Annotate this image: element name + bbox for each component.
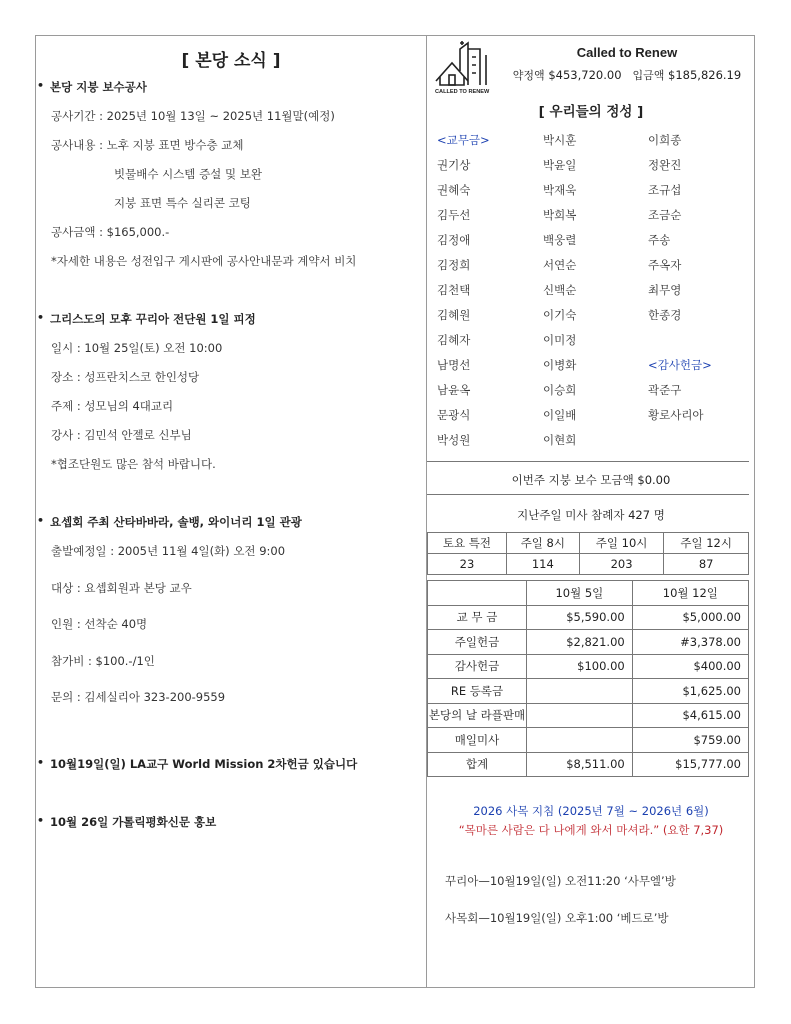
offering-amount-oct12: $4,615.00 (632, 703, 748, 728)
donor-name: 김천택 (437, 283, 471, 297)
offering-label: 매일미사 (428, 728, 527, 753)
roof-content: 공사내용 : 노후 지붕 표면 방수층 교체 (51, 138, 244, 152)
donor-name: 조규섭 (648, 183, 682, 197)
roof-content-2: 빗물배수 시스템 증설 및 보완 (114, 167, 262, 181)
offering-table (427, 580, 749, 777)
bullet-newspaper: • 10월 26일 가톨릭평화신문 홍보 (38, 814, 216, 830)
retreat-speaker: 강사 : 김민석 안젤로 신부님 (51, 428, 192, 442)
offering-label: 감사헌금 (428, 654, 527, 679)
bullet-curia-retreat: • 그리스도의 모후 꾸리아 전단원 1일 피정 (38, 311, 256, 327)
offering-amount-oct12: $5,000.00 (632, 605, 748, 630)
roof-cost: 공사금액 : $165,000.- (51, 225, 170, 239)
attendance-value-row (428, 554, 749, 575)
donor-name: 서연순 (543, 258, 577, 272)
parish-news-title: [ 본당 소식 ] (181, 51, 281, 71)
pledge-value: $453,720.00 (548, 68, 622, 82)
attendance-header: 주일 12시 (664, 533, 749, 554)
donor-name: 김혜자 (437, 333, 471, 347)
donor-name: 이현희 (543, 433, 577, 447)
donor-name: 한종경 (648, 308, 682, 322)
offering-amount-oct5: $5,590.00 (527, 605, 633, 630)
offering-row (428, 703, 749, 728)
attendance-value: 23 (428, 554, 507, 575)
offering-header (428, 581, 527, 606)
meeting-note-curia: 꾸리아—10월19일(일) 오전11:20 ‘사무엘’방 (445, 874, 676, 888)
offering-amount-oct12: #3,378.00 (632, 630, 748, 655)
offering-amount-oct5 (527, 679, 633, 704)
offering-row (428, 752, 749, 777)
donor-name: 김정희 (437, 258, 471, 272)
donor-name: 곽준구 (648, 383, 682, 397)
pastoral-guideline-quote: “목마른 사람은 다 나에게 와서 마셔라.” (요한 7,37) (458, 823, 724, 837)
donor-name: 정완진 (648, 158, 682, 172)
attendance-header: 토요 특전 (428, 533, 507, 554)
donor-name: 권기상 (437, 158, 471, 172)
donation-category-label: <교무금> (437, 133, 490, 147)
donor-name: 주송 (648, 233, 671, 247)
roof-note: *자세한 내용은 성전입구 게시판에 공사안내문과 계약서 비치 (51, 254, 357, 268)
tour-depart: 출발예정일 : 2005년 11월 4일(화) 오전 9:00 (51, 544, 286, 558)
offering-amount-oct12: $1,625.00 (632, 679, 748, 704)
logo-text: CALLED TO RENEW (435, 89, 490, 95)
tour-target: 대상 : 요셉회원과 본당 교우 (51, 581, 192, 595)
donation-category-label: <감사헌금> (648, 358, 712, 372)
offering-label: RE 등록금 (428, 679, 527, 704)
church-logo-icon (434, 41, 494, 95)
donor-name: 이병화 (543, 358, 577, 372)
offering-amount-oct5 (527, 703, 633, 728)
offering-label: 주일헌금 (428, 630, 527, 655)
donor-name: 주옥자 (648, 258, 682, 272)
donations-title: [ 우리들의 정성 ] (538, 104, 644, 120)
attendance-header-row (428, 533, 749, 554)
bullet-roof-repair: • 본당 지붕 보수공사 (38, 79, 147, 95)
attendance-table (427, 532, 749, 575)
pledge-label: 약정액 (512, 69, 545, 82)
attendance-total: 지난주일 미사 참례자 427 명 (517, 508, 665, 522)
deposit-label: 입금액 (632, 69, 665, 82)
donor-name: 박윤일 (543, 158, 577, 172)
attendance-header: 주일 8시 (506, 533, 579, 554)
attendance-value: 87 (664, 554, 749, 575)
bullet-joseph-tour: • 요셉회 주최 산타바바라, 솔뱅, 와이너리 1일 관광 (38, 514, 302, 530)
bullet-world-mission: • 10월19일(일) LA교구 World Mission 2차헌금 있습니다 (38, 756, 357, 772)
donor-name: 백웅렬 (543, 233, 577, 247)
meeting-note-council: 사목회—10월19일(일) 오후1:00 ‘베드로’방 (445, 911, 669, 925)
tour-fee: 참가비 : $100.-/1인 (51, 654, 155, 668)
offering-header: 10월 5일 (527, 581, 633, 606)
separator-line (427, 494, 749, 495)
donor-name: 황로사리아 (648, 408, 704, 422)
offering-label: 본당의 날 라플판매 (428, 703, 527, 728)
retreat-topic: 주제 : 성모님의 4대교리 (51, 399, 174, 413)
offering-row (428, 654, 749, 679)
donor-name: 김혜원 (437, 308, 471, 322)
donor-name: 이일배 (543, 408, 577, 422)
separator-line (427, 461, 749, 462)
donor-name: 박희복 (543, 208, 577, 222)
campaign-title: Called to Renew (576, 45, 678, 60)
deposit-value: $185,826.19 (668, 68, 742, 82)
donor-name: 이미정 (543, 333, 577, 347)
roof-fund-total: 이번주 지붕 보수 모금액 $0.00 (511, 473, 671, 487)
offering-amount-oct5 (527, 728, 633, 753)
donor-name: 남윤옥 (437, 383, 471, 397)
donor-name: 이기숙 (543, 308, 577, 322)
roof-content-3: 지붕 표면 특수 실리콘 코팅 (114, 196, 251, 210)
offering-amount-oct12: $400.00 (632, 654, 748, 679)
offering-amount-oct5: $8,511.00 (527, 752, 633, 777)
donor-name: 이승희 (543, 383, 577, 397)
called-to-renew-logo (434, 41, 494, 95)
offering-amount-oct12: $759.00 (632, 728, 748, 753)
attendance-header: 주일 10시 (579, 533, 664, 554)
retreat-note: *협조단원도 많은 참석 바랍니다. (51, 457, 216, 471)
tour-contact: 문의 : 김세실리아 323-200-9559 (51, 690, 226, 704)
donor-name: 박성원 (437, 433, 471, 447)
offering-amount-oct12: $15,777.00 (632, 752, 748, 777)
donor-name: 박재욱 (543, 183, 577, 197)
offering-header-row (428, 581, 749, 606)
pastoral-guideline-title: 2026 사목 지침 (2025년 7월 ~ 2026년 6월) (473, 804, 709, 818)
offering-amount-oct5: $2,821.00 (527, 630, 633, 655)
donor-name: 박시훈 (543, 133, 577, 147)
attendance-value: 203 (579, 554, 664, 575)
retreat-date: 일시 : 10월 25일(토) 오전 10:00 (51, 341, 223, 355)
tour-people: 인원 : 선착순 40명 (51, 617, 148, 631)
offering-amount-oct5: $100.00 (527, 654, 633, 679)
retreat-place: 장소 : 성프란치스코 한인성당 (51, 370, 200, 384)
donor-name: 권혜숙 (437, 183, 471, 197)
campaign-amounts (502, 67, 752, 83)
donor-name: 신백순 (543, 283, 577, 297)
offering-row (428, 630, 749, 655)
offering-row (428, 728, 749, 753)
offering-label: 교 무 금 (428, 605, 527, 630)
offering-header: 10월 12일 (632, 581, 748, 606)
offering-label: 합계 (428, 752, 527, 777)
donor-name: 김두선 (437, 208, 471, 222)
offering-row (428, 679, 749, 704)
attendance-value: 114 (506, 554, 579, 575)
donor-name: 이희종 (648, 133, 682, 147)
offering-row (428, 605, 749, 630)
donor-name: 조금순 (648, 208, 682, 222)
donor-name: 문광식 (437, 408, 471, 422)
roof-period: 공사기간 : 2025년 10월 13일 ~ 2025년 11월말(예정) (51, 109, 335, 123)
donor-name: 남명선 (437, 358, 471, 372)
donor-name: 최무영 (648, 283, 682, 297)
donor-name: 김정애 (437, 233, 471, 247)
